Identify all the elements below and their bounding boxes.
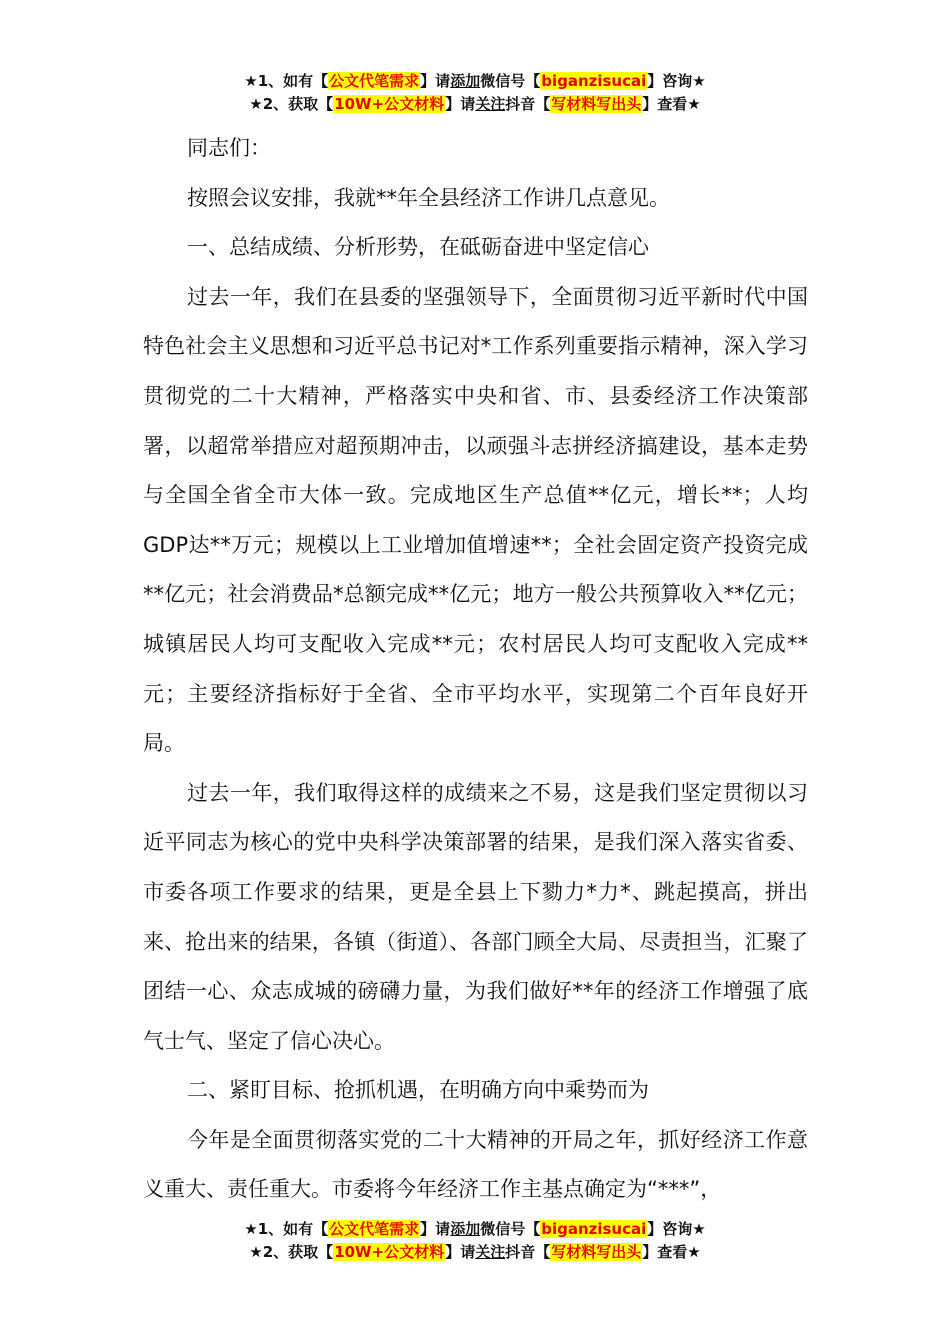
promo-banner-bottom xyxy=(0,1218,950,1264)
salutation: 同志们： xyxy=(187,136,271,160)
wechat-id: biganzisucai xyxy=(541,72,647,90)
section-heading-1: 一、总结成绩、分析形势，在砥砺奋进中坚定信心 xyxy=(187,235,649,260)
promo-line-2: ★2、获取【10W+公文材料】请关注抖音【写材料写出头】查看★ xyxy=(249,1243,701,1261)
highlight-text: 10W+公文材料 xyxy=(334,1243,445,1261)
promo-line-1: ★1、如有【公文代笔需求】请添加微信号【biganzisucai】咨询★ xyxy=(244,72,706,90)
promo-line-2: ★2、获取【10W+公文材料】请关注抖音【写材料写出头】查看★ xyxy=(249,95,701,113)
body-paragraph: 今年是全面贯彻落实党的二十大精神的开局之年，抓好经济工作意义重大、责任重大。市委将今年经济工作主基点确定为“***”， xyxy=(143,1127,808,1202)
body-paragraph: 过去一年，我们取得这样的成绩来之不易，这是我们坚定贯彻以习近平同志为核心的党中央科学决策部署的结果，是我们深入落实省委、市委各项工作要求的结果，更是全县上下勠力*力*、跳起摸高，拼出来、抢出来的结果，各镇（街道）、各部门顾全大局、尽责担当，汇聚了团结一心、众志成城的磅礴力量，为我们做好**年的经济工作增强了底气士气、坚定了信心决心。 xyxy=(143,780,808,1053)
highlight-text: 公文代笔需求 xyxy=(329,1220,420,1238)
section-heading-2: 二、紧盯目标、抢抓机遇，在明确方向中乘势而为 xyxy=(187,1078,649,1103)
highlight-text: 10W+公文材料 xyxy=(334,95,445,113)
promo-banner-top xyxy=(0,70,950,116)
wechat-id: biganzisucai xyxy=(541,1220,647,1238)
douyin-id: 写材料写出头 xyxy=(551,95,642,113)
body-paragraph: 过去一年，我们在县委的坚强领导下，全面贯彻习近平新时代中国特色社会主义思想和习近平总书记对*工作系列重要指示精神，深入学习贯彻党的二十大精神，严格落实中央和省、市、县委经济工作决策部署，以超常举措应对超预期冲击，以顽强斗志拼经济搞建设，基本走势与全国全省全市大体一致。完成地区生产总值**亿元，增长**；人均GDP达**万元；规模以上工业增加值增速**；全社会固定资产投资完成**亿元；社会消费品*总额完成**亿元；地方一般公共预算收入**亿元；城镇居民人均可支配收入完成**元；农村居民人均可支配收入完成**元；主要经济指标好于全省、全市平均水平，实现第二个百年良好开局。 xyxy=(143,284,808,756)
intro-paragraph: 按照会议安排，我就**年全县经济工作讲几点意见。 xyxy=(187,185,670,210)
douyin-id: 写材料写出头 xyxy=(551,1243,642,1261)
highlight-text: 公文代笔需求 xyxy=(329,72,420,90)
document-body xyxy=(143,124,808,1215)
promo-line-1: ★1、如有【公文代笔需求】请添加微信号【biganzisucai】咨询★ xyxy=(244,1220,706,1238)
